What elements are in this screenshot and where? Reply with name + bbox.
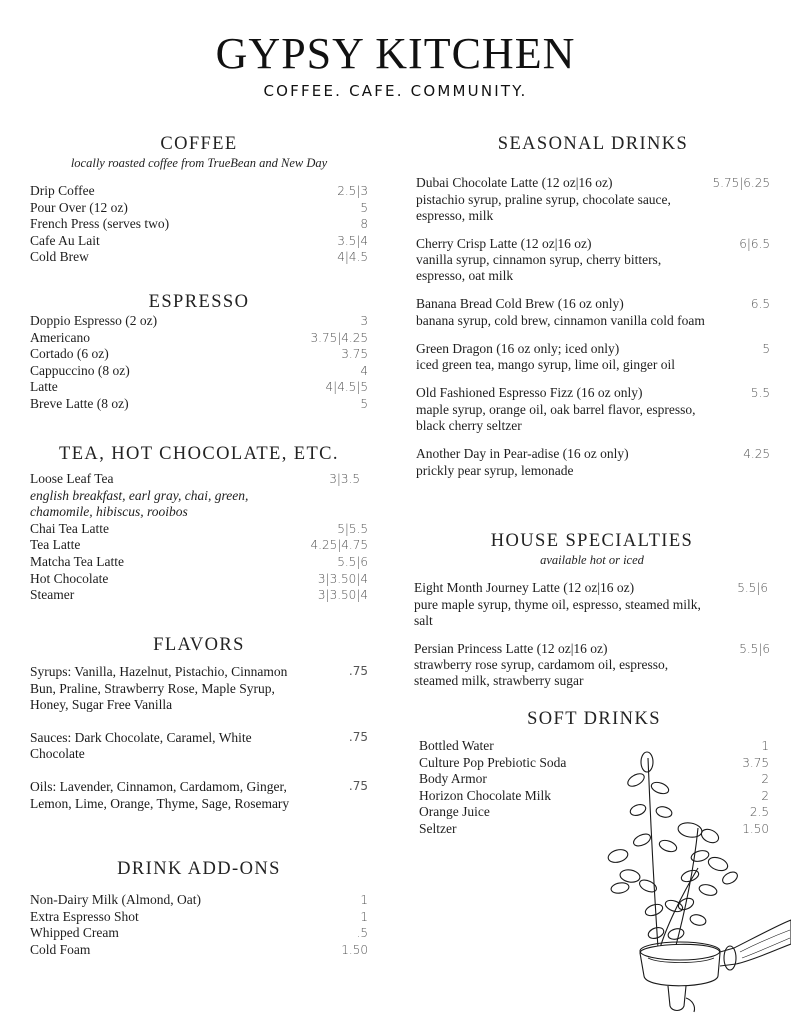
item-price: 3.75 xyxy=(341,347,368,362)
seasonal-item xyxy=(416,175,770,224)
seasonal-item xyxy=(416,385,770,434)
item-price: 4|4.5|5 xyxy=(325,380,368,395)
item-price: 3|3.5 xyxy=(329,472,360,486)
menu-item xyxy=(30,587,368,604)
item-price: 5.5|6 xyxy=(737,581,768,595)
item-name: Dubai Chocolate Latte (12 oz|16 oz) xyxy=(416,175,613,190)
item-name: Breve Latte (8 oz) xyxy=(30,395,129,411)
item-name: Cherry Crisp Latte (12 oz|16 oz) xyxy=(416,235,592,251)
menu-item xyxy=(30,233,368,250)
item-name: French Press (serves two) xyxy=(30,216,170,232)
item-price: 5 xyxy=(360,396,368,411)
item-name: Cappuccino (8 oz) xyxy=(30,362,130,378)
item-description: strawberry rose syrup, cardamom oil, espresso, steamed milk, strawberry sugar xyxy=(414,657,669,689)
section-seasonal xyxy=(416,133,770,491)
item-name: Eight Month Journey Latte (12 oz|16 oz) xyxy=(414,580,635,595)
item-price: 5.5|6 xyxy=(337,554,368,569)
menu-item xyxy=(30,471,368,488)
menu-item xyxy=(30,942,368,959)
item-name: Horizon Chocolate Milk xyxy=(419,787,551,803)
item-price: .75 xyxy=(348,664,368,678)
item-price: 1.50 xyxy=(341,942,368,957)
flavor-group-syrups xyxy=(30,664,368,714)
item-price: 3|3.50|4 xyxy=(317,588,368,603)
section-title: TEA, HOT CHOCOLATE, ETC. xyxy=(59,444,339,464)
item-price: 5.5 xyxy=(750,386,770,401)
section-title: HOUSE SPECIALTIES xyxy=(490,531,694,551)
item-price: .75 xyxy=(348,778,368,793)
item-price: 5.5|6 xyxy=(739,641,770,656)
item-price: 4|4.5 xyxy=(337,250,368,265)
item-name: Drip Coffee xyxy=(30,183,95,198)
thyme-portafilter-icon xyxy=(590,748,791,1018)
item-name: Doppio Espresso (2 oz) xyxy=(30,313,158,328)
item-name: Pour Over (12 oz) xyxy=(30,199,128,215)
menu-item xyxy=(30,200,368,217)
item-price: 5 xyxy=(360,200,368,215)
menu-item xyxy=(30,313,368,330)
section-subtitle: available hot or iced xyxy=(540,553,644,567)
item-name: Whipped Cream xyxy=(30,925,119,941)
item-name: Old Fashioned Espresso Fizz (16 oz only) xyxy=(416,385,643,401)
item-price: 3|3.50|4 xyxy=(317,571,368,586)
item-price: 6|6.5 xyxy=(739,236,770,251)
item-name: Cafe Au Lait xyxy=(30,232,100,248)
menu-item xyxy=(30,892,368,909)
section-subtitle: locally roasted coffee from TrueBean and New Day xyxy=(70,156,328,170)
menu-item xyxy=(30,330,368,347)
section-title: ESPRESSO xyxy=(148,292,250,312)
section-coffee xyxy=(30,133,368,266)
seasonal-item xyxy=(416,446,770,479)
item-name: Latte xyxy=(30,379,58,395)
item-price: 4.25 xyxy=(743,446,770,461)
section-flavors xyxy=(30,634,368,828)
section-tea xyxy=(30,443,368,604)
item-description: vanilla syrup, cinnamon syrup, cherry bitters, espresso, oat milk xyxy=(416,252,662,284)
menu-item xyxy=(30,909,368,926)
item-name: Seltzer xyxy=(419,820,457,836)
menu-item xyxy=(30,396,368,413)
item-name: Another Day in Pear-adise (16 oz only) xyxy=(416,445,629,461)
item-price: 3.5|4 xyxy=(337,233,368,248)
item-name: Banana Bread Cold Brew (16 oz only) xyxy=(416,296,624,312)
menu-item xyxy=(30,571,368,588)
item-price: 1 xyxy=(761,739,769,753)
item-name: Cortado (6 oz) xyxy=(30,346,109,362)
specialty-item xyxy=(414,641,770,690)
item-name: Tea Latte xyxy=(30,537,81,553)
menu-item xyxy=(30,537,368,554)
menu-header xyxy=(0,30,791,100)
menu-item xyxy=(30,521,368,538)
item-description: banana syrup, cold brew, cinnamon vanilla cold foam xyxy=(416,312,705,328)
item-name: Cold Foam xyxy=(30,941,91,957)
item-price: 1.50 xyxy=(742,821,769,836)
item-name: Green Dragon (16 oz only; iced only) xyxy=(416,340,620,356)
item-price: .5 xyxy=(356,926,368,941)
seasonal-item xyxy=(416,236,770,285)
item-price: 1 xyxy=(360,909,368,924)
item-price: 8 xyxy=(360,217,368,232)
section-title: SOFT DRINKS xyxy=(527,709,661,729)
item-price: 3.75|4.25 xyxy=(310,330,368,345)
item-name: Bottled Water xyxy=(419,738,494,753)
seasonal-item xyxy=(416,341,770,374)
menu-item xyxy=(30,249,368,266)
item-name: Persian Princess Latte (12 oz|16 oz) xyxy=(414,640,608,656)
section-title: COFFEE xyxy=(160,134,238,154)
item-price: 2.5 xyxy=(749,805,769,820)
item-name: Hot Chocolate xyxy=(30,570,109,586)
menu-item xyxy=(30,925,368,942)
section-title: FLAVORS xyxy=(153,635,245,655)
section-title: DRINK ADD-ONS xyxy=(117,859,281,879)
item-price: .75 xyxy=(348,729,368,744)
section-espresso xyxy=(30,291,368,413)
seasonal-item xyxy=(416,296,770,329)
item-description: prickly pear syrup, lemonade xyxy=(416,462,574,478)
section-title: SEASONAL DRINKS xyxy=(497,134,689,154)
item-name: Matcha Tea Latte xyxy=(30,553,125,569)
menu-item xyxy=(30,554,368,571)
tea-varieties-note: english breakfast, earl gray, chai, green, chamomile, hibiscus, rooibos xyxy=(30,487,249,520)
menu-item xyxy=(30,346,368,363)
item-price: 5|5.5 xyxy=(337,521,368,536)
item-name: Extra Espresso Shot xyxy=(30,908,139,924)
item-name: Loose Leaf Tea xyxy=(30,471,114,486)
item-price: 4.25|4.75 xyxy=(310,538,368,553)
item-price: 2.5|3 xyxy=(337,184,368,198)
item-price: 4 xyxy=(360,363,368,378)
item-name: Orange Juice xyxy=(419,804,490,820)
item-price: 3.75 xyxy=(742,755,769,770)
brand-title: GYPSY KITCHEN xyxy=(215,29,576,78)
item-name: Americano xyxy=(30,329,90,345)
menu-item xyxy=(30,363,368,380)
item-price: 2 xyxy=(761,788,769,803)
section-house-specialties xyxy=(414,530,770,701)
brand-tagline: COFFEE. CAFE. COMMUNITY. xyxy=(263,82,528,100)
item-price: 5.75|6.25 xyxy=(712,176,770,190)
menu-item xyxy=(30,183,368,200)
item-description: pistachio syrup, praline syrup, chocolate sauce, espresso, milk xyxy=(416,191,671,223)
section-add-ons xyxy=(30,858,368,958)
item-description: maple syrup, orange oil, oak barrel flavor, espresso, black cherry seltzer xyxy=(416,401,696,433)
flavor-list: Sauces: Dark Chocolate, Caramel, White Chocolate xyxy=(30,729,252,762)
item-price: 6.5 xyxy=(750,297,770,312)
specialty-item xyxy=(414,580,770,629)
item-price: 5 xyxy=(762,341,770,356)
item-name: Culture Pop Prebiotic Soda xyxy=(419,754,567,770)
menu-item xyxy=(30,379,368,396)
menu-item xyxy=(30,216,368,233)
item-name: Body Armor xyxy=(419,771,487,787)
item-name: Steamer xyxy=(30,587,75,603)
item-price: 2 xyxy=(761,772,769,787)
flavor-list: Syrups: Vanilla, Hazelnut, Pistachio, Cinnamon Bun, Praline, Strawberry Rose, Maple Syrup, Honey, Sugar Free Vanilla xyxy=(30,664,288,713)
item-name: Cold Brew xyxy=(30,249,89,265)
item-price: 3 xyxy=(360,314,368,328)
flavor-group-oils xyxy=(30,779,368,812)
item-description: pure maple syrup, thyme oil, espresso, steamed milk, salt xyxy=(414,596,701,628)
item-name: Non-Dairy Milk (Almond, Oat) xyxy=(30,892,201,907)
item-description: iced green tea, mango syrup, lime oil, ginger oil xyxy=(416,357,676,373)
item-name: Chai Tea Latte xyxy=(30,520,110,536)
item-price: 1 xyxy=(360,893,368,907)
flavor-group-sauces xyxy=(30,730,368,763)
flavor-list: Oils: Lavender, Cinnamon, Cardamom, Ginger, Lemon, Lime, Orange, Thyme, Sage, Rosemary xyxy=(30,778,290,811)
